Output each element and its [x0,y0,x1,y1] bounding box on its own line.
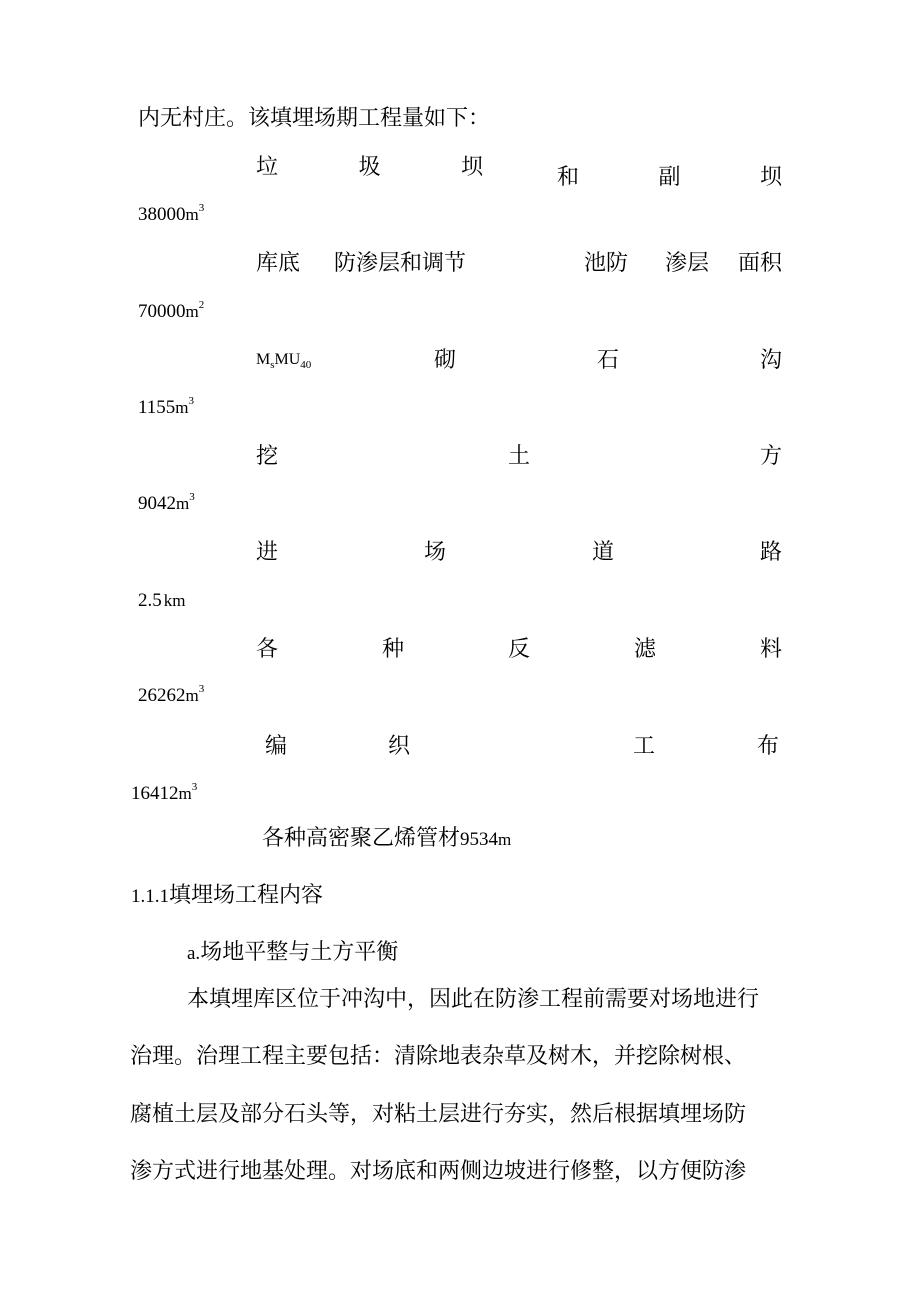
label-char: 种 [381,637,404,662]
label-char: 工 [633,734,656,759]
subheading: a.场地平整与土方平衡 [187,940,399,965]
label-char: 场 [423,540,446,565]
label-char: 沟 [759,348,782,373]
label-char: 面积 [738,251,783,276]
item-quantity: $26262m^3$ [138,682,205,706]
item-label [256,446,782,468]
label-char: 料 [759,637,782,662]
intro-line: 内无村庄。该填埋场期工程量如下： [138,106,491,131]
label-char: 和 [557,165,580,190]
label-char: 土 [507,444,530,469]
label-char: 编 [265,734,288,759]
label-char: 库底 [256,251,301,276]
body-line: 治理。治理工程主要包括：清除地表杂草及树木，并挖除树根、 [130,1044,747,1069]
item-label-part1 [256,157,483,179]
item-quantity: $1155m^3$ [138,394,195,418]
label-char: 坝 [759,165,782,190]
item-label [434,350,782,372]
label-char: 垃 [256,155,279,180]
label-char: 反 [507,637,530,662]
item-quantity: $70000m^2$ [138,298,205,322]
item-label [256,542,782,564]
label-char: 防渗层和调节 [334,251,467,276]
label-char: 各 [256,637,279,662]
item-label [256,639,782,661]
label-char: 石 [596,348,619,373]
label-char: 坝 [460,155,483,180]
label-char: 池防 [584,251,629,276]
body-line: 渗方式进行地基处理。对场底和两侧边坡进行修整，以方便防渗 [130,1159,747,1184]
section-heading: 1.1.1填埋场工程内容 [131,883,324,908]
label-char: 挖 [256,444,279,469]
label-char: 渗层 [665,251,710,276]
item-quantity: $16412m^3$ [131,780,198,804]
item-quantity: $9042m^3$ [138,490,195,514]
label-char: 路 [759,540,782,565]
label-char: 副 [658,165,681,190]
item-quantity: $38000m^3$ [138,201,205,225]
label-char: 滤 [633,637,656,662]
label-char: 布 [757,734,780,759]
last-item: 各种高密聚乙烯管材9534m [262,826,512,851]
mortar-grade: $M_sMU_{40}$ [256,351,312,372]
label-char: 道 [591,540,614,565]
label-char: 织 [388,734,411,759]
body-line: 腐植土层及部分石头等，对粘土层进行夯实，然后根据填埋场防 [130,1102,747,1127]
item-label-part2 [557,167,782,189]
item-quantity: 2.5 km [138,590,186,611]
label-char: 进 [256,540,279,565]
label-char: 圾 [358,155,381,180]
label-char: 砌 [434,348,457,373]
body-line: 本填埋库区位于冲沟中，因此在防渗工程前需要对场地进行 [187,987,760,1012]
label-char: 方 [759,444,782,469]
